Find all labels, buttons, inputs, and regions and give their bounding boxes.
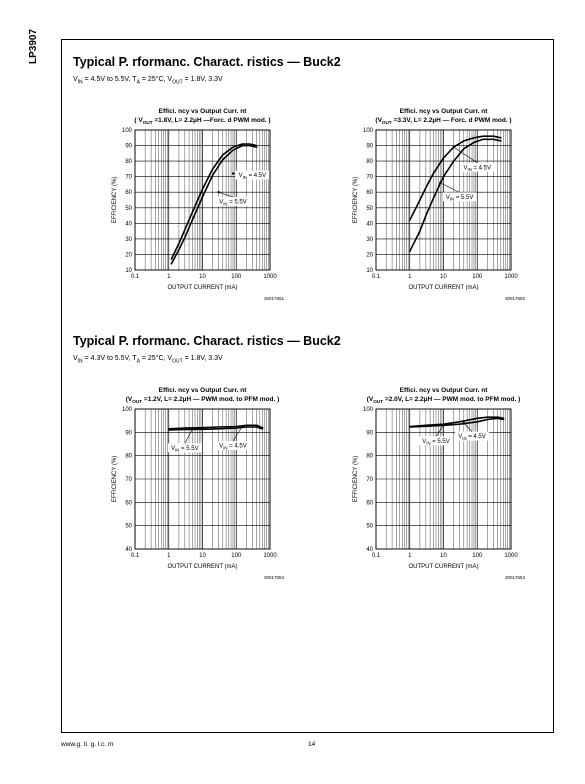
y-tick-label: 20 — [125, 252, 132, 259]
y-tick-label: 100 — [121, 128, 132, 134]
y-tick-label: 40 — [366, 221, 373, 228]
footer-url: www.g. ti. g. l.c. m — [61, 741, 114, 748]
y-axis-label: EFFICIENCY (%) — [353, 176, 359, 224]
x-tick-label: 1 — [408, 274, 412, 280]
annotation-arrowhead — [452, 146, 454, 148]
x-tick-label: 1000 — [504, 553, 518, 559]
x-tick-label: 0.1 — [371, 274, 381, 280]
annotation-arrow — [219, 192, 233, 197]
x-tick-label: 10 — [440, 274, 447, 280]
annotation-label: $V_{IN} = 5.5V$ — [422, 438, 450, 446]
y-axis-label: EFFICIENCY (%) — [112, 176, 118, 224]
y-tick-label: 50 — [125, 523, 132, 530]
chart-subtitle: ($V_{OUT} =1.2V$, L= 2.2µH — PWM mod. to PFM mod. ) — [125, 396, 280, 404]
y-tick-label: 60 — [125, 500, 132, 507]
annotation-arrow — [436, 425, 443, 436]
y-tick-label: 60 — [366, 500, 373, 507]
annotation-label: $V_{IN} = 4.5V$ — [238, 173, 267, 180]
y-tick-label: 60 — [366, 190, 373, 197]
y-axis-label: EFFICIENCY (%) — [112, 455, 118, 503]
x-tick-label: 10 — [199, 553, 206, 559]
annotation-arrowhead — [439, 182, 441, 184]
x-tick-label: 1 — [167, 553, 171, 559]
chart-title: Effici. ncy vs Output Curr. nt — [158, 387, 247, 394]
annotation-arrowhead — [241, 425, 243, 427]
figure-id: 30017653 — [263, 575, 284, 580]
x-tick-label: 100 — [231, 553, 242, 559]
y-tick-label: 30 — [125, 236, 132, 243]
x-axis-label: OUTPUT CURRENT (mA) — [408, 285, 479, 291]
chart-efficiency-3 — [97, 383, 297, 595]
x-tick-label: 1000 — [263, 274, 277, 280]
x-tick-label: 100 — [231, 274, 242, 280]
y-tick-label: 70 — [125, 174, 132, 181]
annotation-arrowhead — [191, 428, 193, 430]
annotation-label: $V_{IN} = 5.5V$ — [219, 199, 247, 207]
x-tick-label: 0.1 — [130, 274, 140, 280]
y-tick-label: 80 — [366, 453, 373, 460]
y-tick-label: 90 — [366, 143, 373, 150]
x-axis-label: OUTPUT CURRENT (mA) — [167, 564, 238, 570]
side-part-number: LP3907 — [28, 28, 39, 64]
y-tick-label: 40 — [125, 221, 132, 228]
y-tick-label: 70 — [125, 477, 132, 483]
y-axis-label: EFFICIENCY (%) — [353, 455, 359, 503]
x-tick-label: 0.1 — [371, 553, 381, 559]
x-tick-label: 1000 — [504, 274, 518, 280]
annotation-arrowhead — [217, 191, 219, 193]
y-tick-label: 70 — [366, 174, 373, 181]
x-tick-label: 1 — [167, 274, 171, 280]
x-tick-label: 1000 — [263, 553, 277, 559]
y-tick-label: 50 — [366, 523, 373, 530]
chart-subtitle: ( $V_{OUT} =1.8V$, L= 2.2µH —Forc. d PWM mod. ) — [134, 117, 271, 125]
y-tick-label: 10 — [366, 268, 373, 274]
y-tick-label: 40 — [366, 547, 373, 553]
annotation-arrow — [454, 147, 478, 163]
x-tick-label: 1 — [408, 553, 412, 559]
chart-efficiency-1 — [97, 104, 297, 316]
chart-title: Effici. ncy vs Output Curr. nt — [158, 108, 247, 115]
x-tick-label: 100 — [472, 274, 483, 280]
y-tick-label: 90 — [366, 430, 373, 437]
annotation-label: $V_{IN} = 5.5V$ — [171, 445, 199, 453]
y-tick-label: 100 — [121, 407, 132, 413]
y-tick-label: 80 — [366, 159, 373, 166]
y-tick-label: 80 — [125, 159, 132, 166]
x-axis-label: OUTPUT CURRENT (mA) — [167, 285, 238, 291]
figure-id: 30017654 — [504, 575, 525, 580]
annotation-label: $V_{IN} = 4.5V$ — [463, 165, 492, 173]
chart-efficiency-2 — [338, 104, 538, 316]
y-tick-label: 20 — [366, 252, 373, 259]
y-tick-label: 40 — [125, 547, 132, 553]
x-axis-label: OUTPUT CURRENT (mA) — [408, 564, 479, 570]
y-tick-label: 60 — [125, 190, 132, 197]
annotation-label: $V_{IN} = 4.5V$ — [458, 434, 486, 441]
y-tick-label: 70 — [366, 477, 373, 483]
annotation-arrowhead — [232, 172, 234, 174]
x-tick-label: 0.1 — [130, 553, 140, 559]
y-tick-label: 50 — [366, 205, 373, 212]
figure-id: 30017651 — [263, 296, 284, 301]
section-conditions-2: $V_{IN} = 4.3V$ to 5.5V, $T_A = 25^\circ C$, $V_{OUT} = 1.8V$, 3.3V — [73, 355, 223, 365]
section-conditions-1: $V_{IN} = 4.5V$ to 5.5V, $T_A = 25^\circ C$, $V_{OUT} = 1.8V$, 3.3V — [73, 76, 223, 86]
y-tick-label: 100 — [362, 407, 373, 413]
chart-efficiency-4 — [338, 383, 538, 595]
y-tick-label: 90 — [125, 430, 132, 437]
annotation-arrow — [464, 423, 472, 432]
annotation-arrow — [440, 183, 459, 192]
section-title-2: Typical P. rformanc. Charact. ristics — Buck2 — [73, 334, 341, 348]
y-tick-label: 100 — [362, 128, 373, 134]
figure-id: 30017652 — [504, 296, 525, 301]
page-number: 14 — [308, 741, 316, 748]
chart-title: Effici. ncy vs Output Curr. nt — [399, 387, 488, 394]
chart-subtitle: ($V_{OUT} =3.3V$, L= 2.2µH — Forc. d PWM mod. ) — [375, 117, 512, 125]
annotation-label: $V_{IN} = 4.5V$ — [219, 443, 247, 451]
y-tick-label: 50 — [125, 205, 132, 212]
y-tick-label: 80 — [125, 453, 132, 460]
y-tick-label: 10 — [125, 268, 132, 274]
chart-subtitle: ($V_{OUT} =2.0V$, L= 2.2µH — PWM mod. to PFM mod. ) — [366, 396, 521, 404]
annotation-arrowhead — [442, 424, 444, 426]
x-tick-label: 10 — [440, 553, 447, 559]
annotation-label: $V_{IN} = 5.5V$ — [445, 194, 474, 202]
annotation-arrow — [185, 430, 192, 444]
y-tick-label: 90 — [125, 143, 132, 150]
x-tick-label: 100 — [472, 553, 483, 559]
y-tick-label: 30 — [366, 236, 373, 243]
chart-title: Effici. ncy vs Output Curr. nt — [399, 108, 488, 115]
section-title-1: Typical P. rformanc. Charact. ristics — Buck2 — [73, 55, 341, 69]
x-tick-label: 10 — [199, 274, 206, 280]
annotation-arrowhead — [463, 422, 465, 424]
